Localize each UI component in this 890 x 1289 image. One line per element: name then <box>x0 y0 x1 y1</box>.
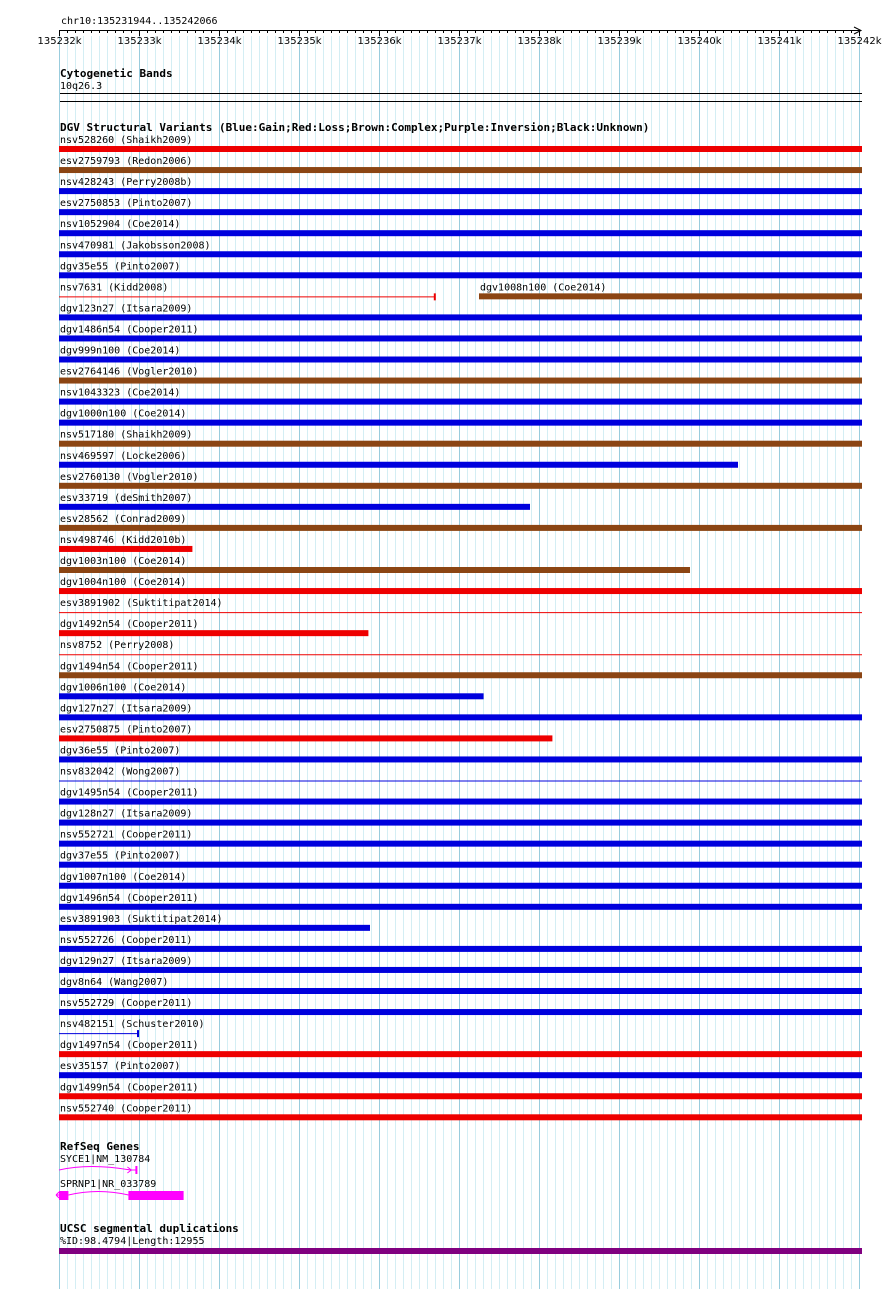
dgv-variant-bar <box>59 946 862 952</box>
dgv-variant[interactable] <box>59 851 862 868</box>
dgv-variant-label: nsv1052904 (Coe2014) <box>60 219 181 231</box>
dgv-variant[interactable] <box>59 830 862 847</box>
dgv-variant[interactable] <box>59 956 862 973</box>
dgv-variant-label: dgv1492n54 (Cooper2011) <box>60 619 199 631</box>
refseq-gene[interactable] <box>59 1154 150 1174</box>
dgv-variant-label: dgv1008n100 (Coe2014) <box>480 282 607 294</box>
dgv-variant-label: dgv1486n54 (Cooper2011) <box>60 324 199 336</box>
dgv-variant[interactable] <box>479 282 862 299</box>
cytoband-track-title: Cytogenetic Bands <box>60 67 173 80</box>
cytoband-track <box>60 67 862 102</box>
ruler-tick-label: 135242k <box>837 36 882 47</box>
dgv-variant-label: dgv1004n100 (Coe2014) <box>60 577 187 589</box>
dgv-variant-label: dgv999n100 (Coe2014) <box>60 345 181 357</box>
dgv-variant-label: nsv469597 (Locke2006) <box>60 450 187 462</box>
ruler-tick-label: 135237k <box>437 36 482 47</box>
dgv-variant[interactable] <box>59 367 862 384</box>
dgv-variant-label: nsv8752 (Perry2008) <box>60 640 175 652</box>
dgv-variant[interactable] <box>59 135 862 152</box>
dgv-variant[interactable] <box>59 409 862 426</box>
dgv-variant-bar <box>59 988 862 994</box>
gene-intron-line <box>59 1167 136 1171</box>
dgv-variant-label: esv2750853 (Pinto2007) <box>60 198 193 210</box>
ruler-tick-label: 135234k <box>197 36 242 47</box>
dgv-variant-bar <box>59 904 862 910</box>
dgv-variant-label: dgv127n27 (Itsara2009) <box>60 703 193 715</box>
dgv-variant-bar <box>59 146 862 152</box>
dgv-variant-bar <box>59 209 862 215</box>
dgv-variant-bar <box>59 883 862 889</box>
dgv-variant-bar <box>59 735 552 741</box>
dgv-variant[interactable] <box>59 703 862 720</box>
dgv-variant[interactable] <box>59 535 192 552</box>
dgv-variant-label: dgv1494n54 (Cooper2011) <box>60 661 199 673</box>
segdup-label: %ID:98.4794|Length:12955 <box>60 1236 205 1247</box>
dgv-variant-label: dgv1003n100 (Coe2014) <box>60 556 187 567</box>
dgv-variant-bar <box>59 525 862 531</box>
dgv-variant-bar <box>59 504 530 510</box>
dgv-variant-bar <box>59 420 862 426</box>
dgv-variant-label: esv33719 (deSmith2007) <box>60 492 193 504</box>
dgv-variant-bar <box>59 1114 862 1120</box>
ruler-tick-label: 135241k <box>757 36 802 47</box>
dgv-variant-label: nsv832042 (Wong2007) <box>60 766 181 778</box>
dgv-variant[interactable] <box>59 219 862 236</box>
dgv-variant-label: dgv1006n100 (Coe2014) <box>60 682 187 694</box>
gene-intron-line <box>68 1192 128 1196</box>
dgv-variant[interactable] <box>59 324 862 341</box>
dgv-variant-bar <box>59 925 370 931</box>
cytoband-label[interactable]: 10q26.3 <box>60 81 103 92</box>
dgv-variant-label: esv2760130 (Vogler2010) <box>60 471 199 483</box>
dgv-variant[interactable] <box>59 872 862 889</box>
ruler-tick-label: 135232k <box>37 36 82 47</box>
dgv-track <box>59 121 862 1120</box>
dgv-variant-bar <box>59 693 484 699</box>
dgv-variant[interactable] <box>59 1082 862 1099</box>
dgv-variant[interactable] <box>59 724 552 741</box>
dgv-variant[interactable] <box>59 745 862 762</box>
dgv-track-title: DGV Structural Variants (Blue:Gain;Red:Loss;Brown:Complex;Purple:Inversion;Black:Unknown) <box>60 121 650 134</box>
dgv-variant-label: dgv36e55 (Pinto2007) <box>60 745 181 757</box>
dgv-variant-bar <box>59 462 738 468</box>
gene-exon <box>59 1191 68 1200</box>
dgv-variant[interactable] <box>59 303 862 320</box>
dgv-variant-label: dgv1000n100 (Coe2014) <box>60 408 187 420</box>
dgv-variant[interactable] <box>59 261 862 278</box>
dgv-variant-label: nsv470981 (Jakobsson2008) <box>60 240 211 252</box>
ruler-tick-label: 135236k <box>357 36 402 47</box>
dgv-variant-bar <box>59 167 862 173</box>
ruler-tick-label: 135238k <box>517 36 562 47</box>
refseq-gene-label: SPRNP1|NR_033789 <box>60 1179 157 1190</box>
dgv-variant-label: dgv1007n100 (Coe2014) <box>60 871 187 883</box>
refseq-track-title: RefSeq Genes <box>60 1140 140 1153</box>
dgv-variant[interactable] <box>59 346 862 363</box>
dgv-variant-label: nsv498746 (Kidd2010b) <box>60 534 187 546</box>
dgv-variant-label: dgv128n27 (Itsara2009) <box>60 808 193 820</box>
dgv-variant-label: nsv517180 (Shaikh2009) <box>60 429 193 441</box>
dgv-variant-bar <box>59 314 862 320</box>
ruler-tick-label: 135240k <box>677 36 722 47</box>
dgv-variant[interactable] <box>59 809 862 826</box>
dgv-variant-bar <box>59 841 862 847</box>
dgv-variant-label: esv2750875 (Pinto2007) <box>60 724 193 736</box>
dgv-variant-label: dgv1495n54 (Cooper2011) <box>60 787 199 799</box>
dgv-variant-bar <box>59 1051 862 1057</box>
dgv-variant-label: esv3891902 (Suktitipat2014) <box>60 598 223 610</box>
refseq-gene-label: SYCE1|NM_130784 <box>60 1154 151 1165</box>
gene-exon <box>128 1191 183 1200</box>
dgv-variant-bar <box>59 357 862 363</box>
dgv-variant-bar <box>59 630 368 636</box>
dgv-variant[interactable] <box>59 177 862 194</box>
dgv-variant-bar <box>59 546 192 552</box>
dgv-variant-label: esv3891903 (Suktitipat2014) <box>60 913 223 925</box>
ruler-tick-label: 135235k <box>277 36 322 47</box>
dgv-variant[interactable] <box>59 1061 862 1078</box>
dgv-variant-bar <box>59 441 862 447</box>
dgv-variant[interactable] <box>59 893 862 910</box>
dgv-variant-label: dgv1496n54 (Cooper2011) <box>60 892 199 904</box>
dgv-variant-label: nsv1043323 (Coe2014) <box>60 387 181 399</box>
dgv-variant-label: dgv1499n54 (Cooper2011) <box>60 1082 199 1094</box>
segdup-track-title: UCSC segmental duplications <box>60 1222 239 1235</box>
dgv-variant[interactable] <box>59 388 862 405</box>
dgv-variant-bar <box>59 272 862 278</box>
dgv-variant-label: esv28562 (Conrad2009) <box>60 513 187 525</box>
dgv-variant-label: nsv552729 (Cooper2011) <box>60 998 193 1010</box>
dgv-variant[interactable] <box>59 998 862 1015</box>
dgv-variant[interactable] <box>59 514 862 531</box>
dgv-variant-bar <box>59 714 862 720</box>
dgv-variant[interactable] <box>59 935 862 952</box>
dgv-variant[interactable] <box>59 198 862 215</box>
dgv-variant[interactable] <box>59 1040 862 1057</box>
dgv-variant-bar <box>59 188 862 194</box>
dgv-variant-label: dgv129n27 (Itsara2009) <box>60 955 193 967</box>
dgv-variant-label: esv2759793 (Redon2006) <box>60 156 193 168</box>
dgv-variant-label: esv2764146 (Vogler2010) <box>60 366 199 378</box>
dgv-variant-bar <box>59 378 862 384</box>
dgv-variant-bar <box>59 588 862 594</box>
dgv-variant[interactable] <box>59 661 862 678</box>
dgv-variant-bar <box>59 399 862 405</box>
dgv-variant-bar <box>59 335 862 341</box>
dgv-variant-bar <box>59 1072 862 1078</box>
dgv-variant[interactable] <box>59 240 862 257</box>
ruler-tick-label: 135233k <box>117 36 162 47</box>
dgv-variant-bar <box>59 1009 862 1015</box>
dgv-variant-bar <box>59 567 690 573</box>
dgv-variant-bar <box>59 862 862 868</box>
dgv-variant-bar <box>59 756 862 762</box>
dgv-variant-label: nsv552726 (Cooper2011) <box>60 934 193 946</box>
dgv-variant-bar <box>59 672 862 678</box>
dgv-variant[interactable] <box>59 451 738 468</box>
dgv-variant-bar <box>59 483 862 489</box>
dgv-variant[interactable] <box>59 1103 862 1120</box>
dgv-variant-bar <box>59 820 862 826</box>
segdup-track <box>59 1222 862 1254</box>
dgv-variant-label: nsv528260 (Shaikh2009) <box>60 135 193 146</box>
dgv-variant-bar <box>479 293 862 299</box>
dgv-variant-label: dgv37e55 (Pinto2007) <box>60 850 181 862</box>
dgv-variant[interactable] <box>59 577 862 594</box>
dgv-variant[interactable] <box>59 619 368 636</box>
ruler-tick-label: 135239k <box>597 36 642 47</box>
dgv-variant-label: nsv7631 (Kidd2008) <box>60 282 169 294</box>
dgv-variant-label: nsv428243 (Perry2008b) <box>60 177 193 189</box>
dgv-variant-label: nsv552740 (Cooper2011) <box>60 1103 193 1115</box>
dgv-variant-bar <box>59 799 862 805</box>
dgv-variant-bar <box>59 967 862 973</box>
dgv-variant-label: dgv123n27 (Itsara2009) <box>60 303 193 315</box>
dgv-variant[interactable] <box>59 472 862 489</box>
dgv-variant-bar <box>59 230 862 236</box>
dgv-variant-label: dgv8n64 (Wang2007) <box>60 977 169 988</box>
dgv-variant-bar <box>59 1093 862 1099</box>
segdup-features <box>59 1236 862 1254</box>
dgv-variant[interactable] <box>59 156 862 173</box>
dgv-variant[interactable] <box>59 430 862 447</box>
dgv-variant-label: nsv482151 (Schuster2010) <box>60 1019 205 1031</box>
dgv-variant[interactable] <box>59 788 862 805</box>
segdup-bar <box>59 1248 862 1254</box>
dgv-variant-bar <box>59 251 862 257</box>
dgv-variant-label: dgv1497n54 (Cooper2011) <box>60 1040 199 1052</box>
dgv-variant-label: dgv35e55 (Pinto2007) <box>60 261 181 273</box>
segdup-feature[interactable] <box>59 1236 862 1254</box>
dgv-variant-label: esv35157 (Pinto2007) <box>60 1061 181 1073</box>
dgv-variant-label: nsv552721 (Cooper2011) <box>60 829 193 841</box>
region-label: chr10:135231944..135242066 <box>61 16 218 27</box>
